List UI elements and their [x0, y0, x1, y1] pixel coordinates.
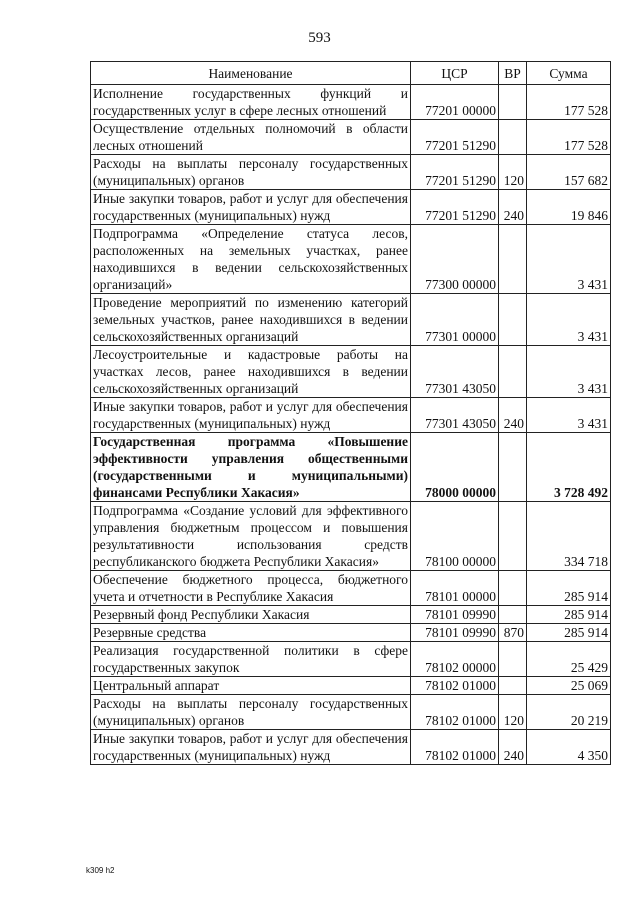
row-vr [499, 225, 527, 294]
row-vr [499, 120, 527, 155]
row-name: Иные закупки товаров, работ и услуг для обеспечения государственных (муниципальных) нужд [91, 398, 411, 433]
row-name: Исполнение государственных функций и государственных услуг в сфере лесных отношений [91, 85, 411, 120]
row-name: Расходы на выплаты персоналу государственных (муниципальных) органов [91, 155, 411, 190]
table-row [91, 120, 611, 155]
header-csr: ЦСР [411, 62, 499, 85]
row-sum: 3 431 [527, 346, 611, 398]
row-csr: 78102 00000 [411, 642, 499, 677]
row-csr: 77201 51290 [411, 190, 499, 225]
row-sum: 285 914 [527, 606, 611, 624]
row-csr: 78102 01000 [411, 695, 499, 730]
row-name: Проведение мероприятий по изменению категорий земельных участков, ранее находившихся в ведении сельскохозяйственных организаций [91, 294, 411, 346]
row-sum: 177 528 [527, 120, 611, 155]
row-sum: 25 069 [527, 677, 611, 695]
row-sum: 334 718 [527, 502, 611, 571]
row-name: Государственная программа «Повышение эффективности управления общественными (государственными и муниципальными) финансами Республики Хакасия» [91, 433, 411, 502]
row-vr: 240 [499, 398, 527, 433]
table-row [91, 677, 611, 695]
row-vr: 120 [499, 695, 527, 730]
row-csr: 77301 43050 [411, 346, 499, 398]
row-csr: 78101 09990 [411, 624, 499, 642]
row-name: Подпрограмма «Определение статуса лесов, расположенных на земельных участках, ранее находившихся в ведении сельскохозяйственных организаций» [91, 225, 411, 294]
row-csr: 78101 00000 [411, 571, 499, 606]
row-sum: 3 431 [527, 225, 611, 294]
row-vr: 240 [499, 190, 527, 225]
table-row [91, 398, 611, 433]
table-row [91, 190, 611, 225]
row-vr [499, 502, 527, 571]
row-name: Центральный аппарат [91, 677, 411, 695]
table-row [91, 294, 611, 346]
row-name: Подпрограмма «Создание условий для эффективного управления бюджетным процессом и повышения результативности использования средств республиканского бюджета Республики Хакасия» [91, 502, 411, 571]
row-name: Расходы на выплаты персоналу государственных (муниципальных) органов [91, 695, 411, 730]
row-csr: 78100 00000 [411, 502, 499, 571]
row-vr [499, 85, 527, 120]
row-name: Обеспечение бюджетного процесса, бюджетного учета и отчетности в Республике Хакасия [91, 571, 411, 606]
row-sum: 177 528 [527, 85, 611, 120]
table-row [91, 642, 611, 677]
row-sum: 3 431 [527, 398, 611, 433]
row-sum: 285 914 [527, 571, 611, 606]
row-vr [499, 433, 527, 502]
row-vr [499, 606, 527, 624]
row-name: Резервные средства [91, 624, 411, 642]
table-row [91, 606, 611, 624]
row-vr: 870 [499, 624, 527, 642]
row-vr [499, 294, 527, 346]
row-csr: 78102 01000 [411, 677, 499, 695]
table-row [91, 624, 611, 642]
row-csr: 77201 51290 [411, 120, 499, 155]
row-name: Реализация государственной политики в сфере государственных закупок [91, 642, 411, 677]
row-vr [499, 571, 527, 606]
row-vr: 240 [499, 730, 527, 765]
row-name: Иные закупки товаров, работ и услуг для обеспечения государственных (муниципальных) нужд [91, 190, 411, 225]
row-name: Лесоустроительные и кадастровые работы на участках лесов, ранее находившихся в ведении сельскохозяйственных организаций [91, 346, 411, 398]
footer-code: k309 h2 [86, 866, 115, 875]
row-name: Резервный фонд Республики Хакасия [91, 606, 411, 624]
table-row [91, 695, 611, 730]
row-sum: 3 728 492 [527, 433, 611, 502]
page-number: 593 [308, 30, 331, 46]
table-header-row [91, 62, 611, 85]
row-sum: 4 350 [527, 730, 611, 765]
table-row [91, 730, 611, 765]
row-sum: 157 682 [527, 155, 611, 190]
row-csr: 77300 00000 [411, 225, 499, 294]
header-name: Наименование [91, 62, 411, 85]
table-row [91, 502, 611, 571]
table-row [91, 85, 611, 120]
table-row [91, 346, 611, 398]
row-vr [499, 346, 527, 398]
header-sum: Сумма [527, 62, 611, 85]
row-sum: 19 846 [527, 190, 611, 225]
row-sum: 3 431 [527, 294, 611, 346]
table-row [91, 225, 611, 294]
row-csr: 77201 00000 [411, 85, 499, 120]
table-row [91, 571, 611, 606]
table-row [91, 155, 611, 190]
row-vr [499, 642, 527, 677]
budget-table [90, 61, 611, 765]
row-sum: 285 914 [527, 624, 611, 642]
row-csr: 77301 00000 [411, 294, 499, 346]
row-csr: 77301 43050 [411, 398, 499, 433]
row-name: Иные закупки товаров, работ и услуг для обеспечения государственных (муниципальных) нужд [91, 730, 411, 765]
row-sum: 20 219 [527, 695, 611, 730]
row-name: Осуществление отдельных полномочий в области лесных отношений [91, 120, 411, 155]
table-row [91, 433, 611, 502]
row-vr: 120 [499, 155, 527, 190]
header-vr: ВР [499, 62, 527, 85]
row-vr [499, 677, 527, 695]
row-sum: 25 429 [527, 642, 611, 677]
row-csr: 78000 00000 [411, 433, 499, 502]
row-csr: 78102 01000 [411, 730, 499, 765]
row-csr: 78101 09990 [411, 606, 499, 624]
row-csr: 77201 51290 [411, 155, 499, 190]
